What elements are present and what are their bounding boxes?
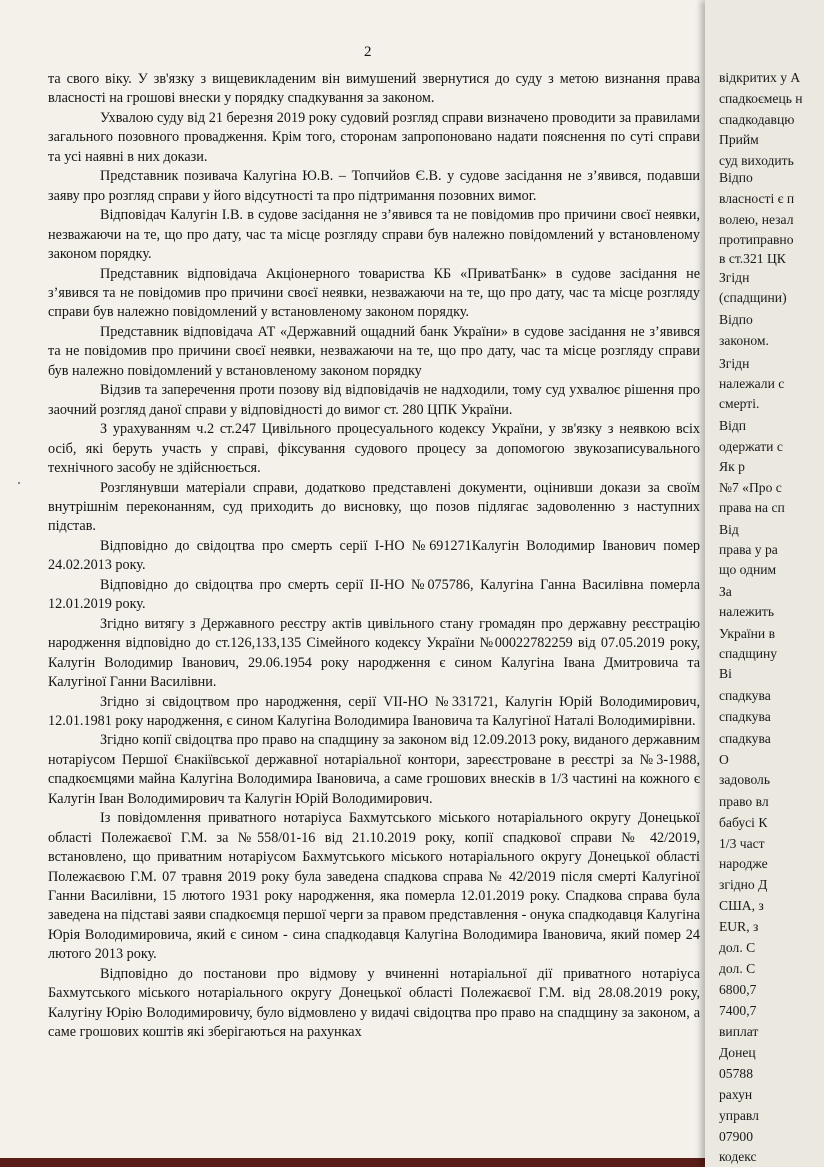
paragraph: Відповідач Калугін І.В. в судове засідання не з’явився та не повідомив про причини своєї неявки, незважаючи на те, що про дату, час та місце розгляду справи був належно повідомлений у встановленому законом порядку. bbox=[48, 207, 700, 263]
paragraph: З урахуванням ч.2 ст.247 Цивільного процесуального кодексу України, у зв'язку з неявкою всіх осіб, які беруть участь у справі, фіксування судового процесу за допомогою звукозаписувального технічного засобу не здійснюється. bbox=[48, 421, 700, 477]
adjacent-page-line: спадкува bbox=[719, 688, 771, 703]
adjacent-page-line: суд виходить bbox=[719, 153, 794, 168]
adjacent-page-line: бабусі К bbox=[719, 815, 768, 830]
adjacent-page-line: Від bbox=[719, 522, 739, 537]
adjacent-page-line: належали с bbox=[719, 376, 785, 391]
adjacent-page-line: Донец bbox=[719, 1045, 756, 1060]
adjacent-page-line: Прийм bbox=[719, 132, 759, 147]
paragraph: Розглянувши матеріали справи, додатково представлені документи, оцінивши докази за своїм внутрішнім переконанням, суд приходить до висновку, що позов підлягає задоволенню з наступних підстав. bbox=[48, 479, 700, 535]
adjacent-page-line: права у ра bbox=[719, 542, 778, 557]
adjacent-page-line: одержати с bbox=[719, 439, 783, 454]
document-body bbox=[48, 70, 700, 1043]
paragraph: Відповідно до свідоцтва про смерть серії І-НО №691271Калугін Володимир Іванович помер 24.02.2013 року. bbox=[48, 537, 700, 574]
adjacent-page-line: рахун bbox=[719, 1087, 753, 1102]
adjacent-page-line: України в bbox=[719, 626, 776, 641]
adjacent-page-line: №7 «Про с bbox=[719, 480, 782, 495]
page-bottom-edge bbox=[0, 1158, 712, 1167]
adjacent-page-line: Як р bbox=[719, 459, 745, 474]
adjacent-page-line: Відпо bbox=[719, 312, 753, 327]
adjacent-page-line: спадкодавцю bbox=[719, 112, 795, 127]
adjacent-page-line: дол. С bbox=[719, 961, 756, 976]
adjacent-page-line: За bbox=[719, 584, 732, 599]
adjacent-page-line: кодекс bbox=[719, 1149, 757, 1164]
adjacent-page-fragment bbox=[705, 0, 824, 1167]
adjacent-page-line: належить bbox=[719, 604, 775, 619]
adjacent-page-line: 6800,7 bbox=[719, 982, 757, 997]
adjacent-page-line: народже bbox=[719, 856, 768, 871]
adjacent-page-line: Ві bbox=[719, 666, 732, 681]
page-number: 2 bbox=[364, 44, 372, 60]
adjacent-page-line: 05788 bbox=[719, 1066, 753, 1081]
paragraph: Відповідно до постанови про відмову у вчиненні нотаріальної дії приватного нотаріуса Бахмутського міського нотаріального округу Донецької області Полежаєвої Г.М. від 28.08.2019 року, Калугіну Юрію Володимировичу, було відмовлено у видачі свідоцтва про право на спадщину за законом, а саме грошових коштів які зберігаються на рахунках bbox=[48, 965, 700, 1041]
adjacent-page-line: виплат bbox=[719, 1024, 759, 1039]
adjacent-page-line: Згідн bbox=[719, 270, 750, 285]
adjacent-page-line: 1/3 част bbox=[719, 836, 765, 851]
adjacent-page-line: EUR, з bbox=[719, 919, 759, 934]
adjacent-page-line: Згідн bbox=[719, 356, 750, 371]
adjacent-page-line: спадкува bbox=[719, 731, 771, 746]
adjacent-page-line: 7400,7 bbox=[719, 1003, 757, 1018]
paragraph: Представник позивача Калугіна Ю.В. – Топчийов Є.В. у судове засідання не з’явився, подавши заяву про розгляд справи у його відсутності та про підтримання позовних вимог. bbox=[48, 168, 700, 204]
adjacent-page-line: спадкоємець н bbox=[719, 91, 803, 106]
paragraph: Згідно зі свідоцтвом про народження, серії VІІ-НО №331721, Калугін Юрій Володимирович, 12.01.1981 року народження, є сином Калугіна Володимира Івановича та Калугіної Наталі Володимирівни. bbox=[48, 693, 700, 729]
adjacent-page-line: власності є п bbox=[719, 191, 795, 206]
adjacent-page-line: право вл bbox=[719, 794, 769, 809]
adjacent-page-line: права на сп bbox=[719, 500, 785, 515]
paragraph: Згідно витягу з Державного реєстру актів цивільного стану громадян про державну реєстрацію народження відповідно до ст.126,133,135 Сімейного кодексу України №00022782259 від 07.05.2019 року, Калугін Володимир Іванович, 29.06.1954 року народження є сином Калугіна Івана Дмитровича та Калугіної Ганни Василівни. bbox=[48, 615, 700, 691]
adjacent-page-line: управл bbox=[719, 1108, 759, 1123]
adjacent-page-line: Відп bbox=[719, 418, 747, 433]
adjacent-page-line: згідно Д bbox=[719, 877, 768, 892]
adjacent-page-line: відкритих у А bbox=[719, 70, 801, 85]
adjacent-page-line: волею, незал bbox=[719, 212, 794, 227]
adjacent-page-line: в ст.321 ЦК bbox=[719, 251, 786, 266]
paragraph: та свого віку. У зв'язку з вищевикладеним він вимушений звернутися до суду з метою визнання права власності на грошові внески у порядку спадкування за законом. bbox=[48, 71, 700, 107]
paragraph: Відповідно до свідоцтва про смерть серії ІІ-НО №075786, Калугіна Ганна Василівна померла 12.01.2019 року. bbox=[48, 576, 700, 613]
adjacent-page-line: задоволь bbox=[719, 772, 771, 787]
adjacent-page-line: О bbox=[719, 752, 729, 767]
paragraph: Відзив та заперечення проти позову від відповідачів не надходили, тому суд ухвалює рішення про заочний розгляд даної справи у відповідності до вимог ст. 280 ЦПК України. bbox=[48, 382, 700, 418]
adjacent-page-line: 07900 bbox=[719, 1129, 753, 1144]
adjacent-page-line: Відпо bbox=[719, 170, 753, 185]
adjacent-page-line: спадщину bbox=[719, 646, 778, 661]
adjacent-page-line: смерті. bbox=[719, 396, 760, 411]
scan-speck bbox=[18, 482, 20, 484]
adjacent-page-line: протиправно bbox=[719, 232, 794, 247]
adjacent-page-line: законом. bbox=[719, 333, 769, 348]
paragraph: Ухвалою суду від 21 березня 2019 року судовий розгляд справи визначено проводити за правилами загального позовного провадження. Крім того, сторонам запропоновано надати пояснення по суті справи та усі наявні в них докази. bbox=[48, 109, 700, 165]
adjacent-page-line: спадкува bbox=[719, 709, 771, 724]
adjacent-page-line: США, з bbox=[719, 898, 764, 913]
paragraph: Представник відповідача Акціонерного товариства КБ «ПриватБанк» в судове засідання не з’явився та не повідомив про причини своєї неявки, незважаючи на те, що про дату, час та місце розгляду справи був належно повідомлений у встановленому законом порядку. bbox=[48, 265, 700, 321]
adjacent-page-line: що одним bbox=[719, 562, 777, 577]
adjacent-page-line: (спадщини) bbox=[719, 290, 787, 305]
paragraph: Представник відповідача АТ «Державний ощадний банк України» в судове засідання не з’явився та не повідомив про причини своєї неявки, незважаючи на те, що про дату, час та місце розгляду справи був належно повідомлений у встановленому законом порядку bbox=[48, 323, 700, 379]
paragraph: Згідно копії свідоцтва про право на спадщину за законом від 12.09.2013 року, виданого державним нотаріусом Першої Єнакіївської державної нотаріальної контори, зареєстроване в реєстрі за №3-1988, спадкоємцями майна Калугіна Володимира Івановича, а саме грошових внесків в 1/3 частині на кожного є Калугін Іван Володимирович та Калугін Юрій Володимирович. bbox=[48, 732, 700, 807]
paragraph: Із повідомлення приватного нотаріуса Бахмутського міського нотаріального округу Донецької області Полежаєвої Г.М. за №558/01-16 від 21.10.2019 року, копії спадкової справи № 42/2019, встановлено, що приватним нотаріусом Бахмутського міського нотаріального округу Донецької області Полежаєвою Г.М. 07 травня 2019 року була заведена спадкова справа № 42/2019 після смерті Калугіної Ганни Василівни, 15 лютого 1931 року народження, яка померла 12.01.2019 року. Спадкова справа була заведена на підставі заяви спадкоємця першої черги за правом представлення - онука спадкодавця Калугіна Юрія Володимировича, який є сином - сина спадкодавця Калугіна Володимира Івановича, який помер 24 лютого 2013 року. bbox=[48, 810, 700, 963]
adjacent-page-line: дол. С bbox=[719, 940, 756, 955]
